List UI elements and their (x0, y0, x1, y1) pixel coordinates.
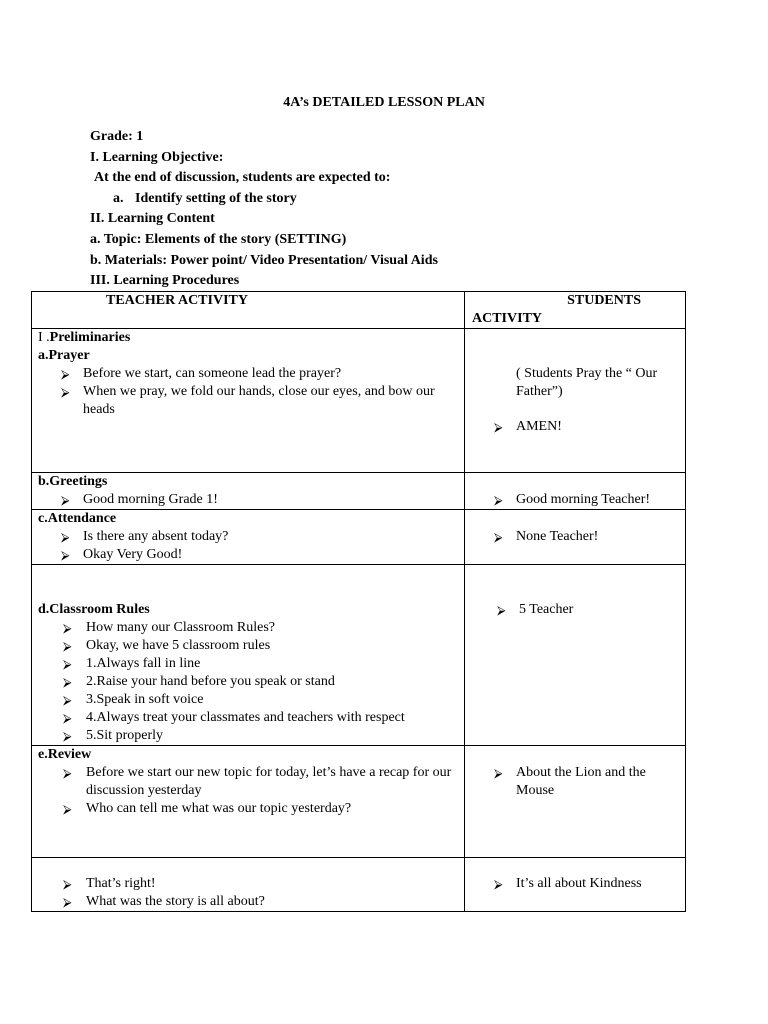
teacher-activity-header: TEACHER ACTIVITY (106, 293, 248, 308)
arrow-bullet-icon: ⮚ (61, 493, 70, 507)
classroom-rules-label: d.Classroom Rules (38, 602, 150, 617)
list-item (32, 709, 464, 727)
list-item (32, 800, 464, 818)
review-label: e.Review (38, 747, 92, 762)
table-row-prayer (32, 329, 686, 473)
preliminaries-heading (32, 329, 464, 347)
list-item-text: Good morning Teacher! (516, 492, 651, 507)
arrow-bullet-icon: ⮚ (61, 530, 70, 544)
arrow-bullet-icon: ⮚ (63, 877, 72, 891)
students-activity-header (465, 292, 685, 328)
list-item-text: None Teacher! (516, 529, 599, 544)
arrow-bullet-icon: ⮚ (494, 493, 503, 507)
list-item-text: 3.Speak in soft voice (86, 692, 204, 707)
list-item-text: AMEN! (516, 419, 562, 434)
list-item-text: What was the story is all about? (86, 894, 265, 909)
list-item (465, 764, 685, 800)
list-item-text: Before we start, can someone lead the prayer? (83, 366, 342, 381)
list-item (32, 365, 464, 383)
list-item (32, 546, 464, 564)
lesson-plan-table (31, 291, 686, 912)
objective-item-a-label: a. (113, 190, 124, 206)
list-item (32, 637, 464, 655)
grade-line: Grade: 1 (90, 129, 144, 144)
arrow-bullet-icon: ⮚ (494, 766, 503, 780)
materials-line: b. Materials: Power point/ Video Presentation/ Visual Aids (90, 252, 438, 268)
document-title: 4A’s DETAILED LESSON PLAN (283, 95, 485, 110)
procedures-heading: III. Learning Procedures (90, 273, 240, 289)
list-item-text: 4.Always treat your classmates and teachers with respect (86, 710, 405, 725)
list-item-text: That’s right! (86, 876, 156, 891)
list-item (465, 601, 685, 619)
arrow-bullet-icon: ⮚ (63, 895, 72, 909)
arrow-bullet-icon: ⮚ (63, 711, 72, 725)
arrow-bullet-icon: ⮚ (63, 639, 72, 653)
objective-item-a (90, 189, 438, 210)
list-item-text: 5.Sit properly (86, 728, 163, 743)
list-item (32, 893, 464, 911)
list-item (32, 764, 464, 800)
list-item-text: How many our Classroom Rules? (86, 620, 275, 635)
list-item-text: Is there any absent today? (83, 529, 229, 544)
objective-intro: At the end of discussion, students are expected to: (94, 170, 391, 186)
list-item-text: Who can tell me what was our topic yesterday? (86, 801, 352, 816)
list-item-text: Okay, we have 5 classroom rules (86, 638, 271, 653)
arrow-bullet-icon: ⮚ (61, 385, 70, 399)
list-item-text: 5 Teacher (519, 602, 574, 617)
prayer-label: a.Prayer (38, 348, 90, 363)
table-row-classroom-rules (32, 565, 686, 746)
arrow-bullet-icon: ⮚ (494, 877, 503, 891)
objective-item-a-text: Identify setting of the story (135, 190, 297, 206)
list-item (32, 875, 464, 893)
list-item (465, 875, 685, 893)
list-item-text: About the Lion and the Mouse (516, 765, 646, 798)
students-header-line1: STUDENTS (567, 293, 641, 308)
table-row-attendance (32, 510, 686, 565)
list-item (465, 418, 685, 436)
content-heading: II. Learning Content (90, 211, 215, 227)
arrow-bullet-icon: ⮚ (497, 603, 506, 617)
list-item (32, 673, 464, 691)
greetings-label: b.Greetings (38, 474, 108, 489)
list-item (32, 655, 464, 673)
arrow-bullet-icon: ⮚ (494, 530, 503, 544)
arrow-bullet-icon: ⮚ (63, 621, 72, 635)
arrow-bullet-icon: ⮚ (63, 693, 72, 707)
table-header-row (32, 292, 686, 329)
preliminaries-number: I . (38, 330, 50, 345)
list-item-text: It’s all about Kindness (516, 876, 642, 891)
arrow-bullet-icon: ⮚ (63, 802, 72, 816)
arrow-bullet-icon: ⮚ (494, 420, 503, 434)
list-item (32, 383, 464, 419)
list-item (32, 491, 464, 509)
topic-line: a. Topic: Elements of the story (SETTING) (90, 231, 347, 247)
list-item-text: 1.Always fall in line (86, 656, 201, 671)
list-item (465, 491, 685, 509)
students-header-line2: ACTIVITY (472, 311, 543, 326)
list-item (32, 727, 464, 745)
table-row-recap (32, 858, 686, 912)
arrow-bullet-icon: ⮚ (63, 657, 72, 671)
arrow-bullet-icon: ⮚ (63, 729, 72, 743)
list-item (32, 691, 464, 709)
list-item-text: Good morning Grade 1! (83, 492, 218, 507)
list-item-text: Okay Very Good! (83, 547, 183, 562)
list-item-text: Before we start our new topic for today, let’s have a recap for our discussion yesterday (86, 765, 452, 798)
preliminaries-label: Preliminaries (49, 330, 131, 345)
objective-heading: I. Learning Objective: (90, 149, 224, 165)
list-item (32, 528, 464, 546)
list-item-text: When we pray, we fold our hands, close our eyes, and bow our heads (83, 384, 435, 417)
table-row-review (32, 746, 686, 858)
arrow-bullet-icon: ⮚ (61, 548, 70, 562)
student-prayer-text: ( Students Pray the “ Our Father”) (516, 366, 658, 399)
list-item-text: 2.Raise your hand before you speak or stand (86, 674, 335, 689)
list-item (32, 619, 464, 637)
arrow-bullet-icon: ⮚ (61, 367, 70, 381)
arrow-bullet-icon: ⮚ (63, 675, 72, 689)
list-item (465, 528, 685, 546)
lesson-header (90, 127, 438, 292)
table-row-greetings (32, 473, 686, 510)
attendance-label: c.Attendance (38, 511, 117, 526)
arrow-bullet-icon: ⮚ (63, 766, 72, 780)
